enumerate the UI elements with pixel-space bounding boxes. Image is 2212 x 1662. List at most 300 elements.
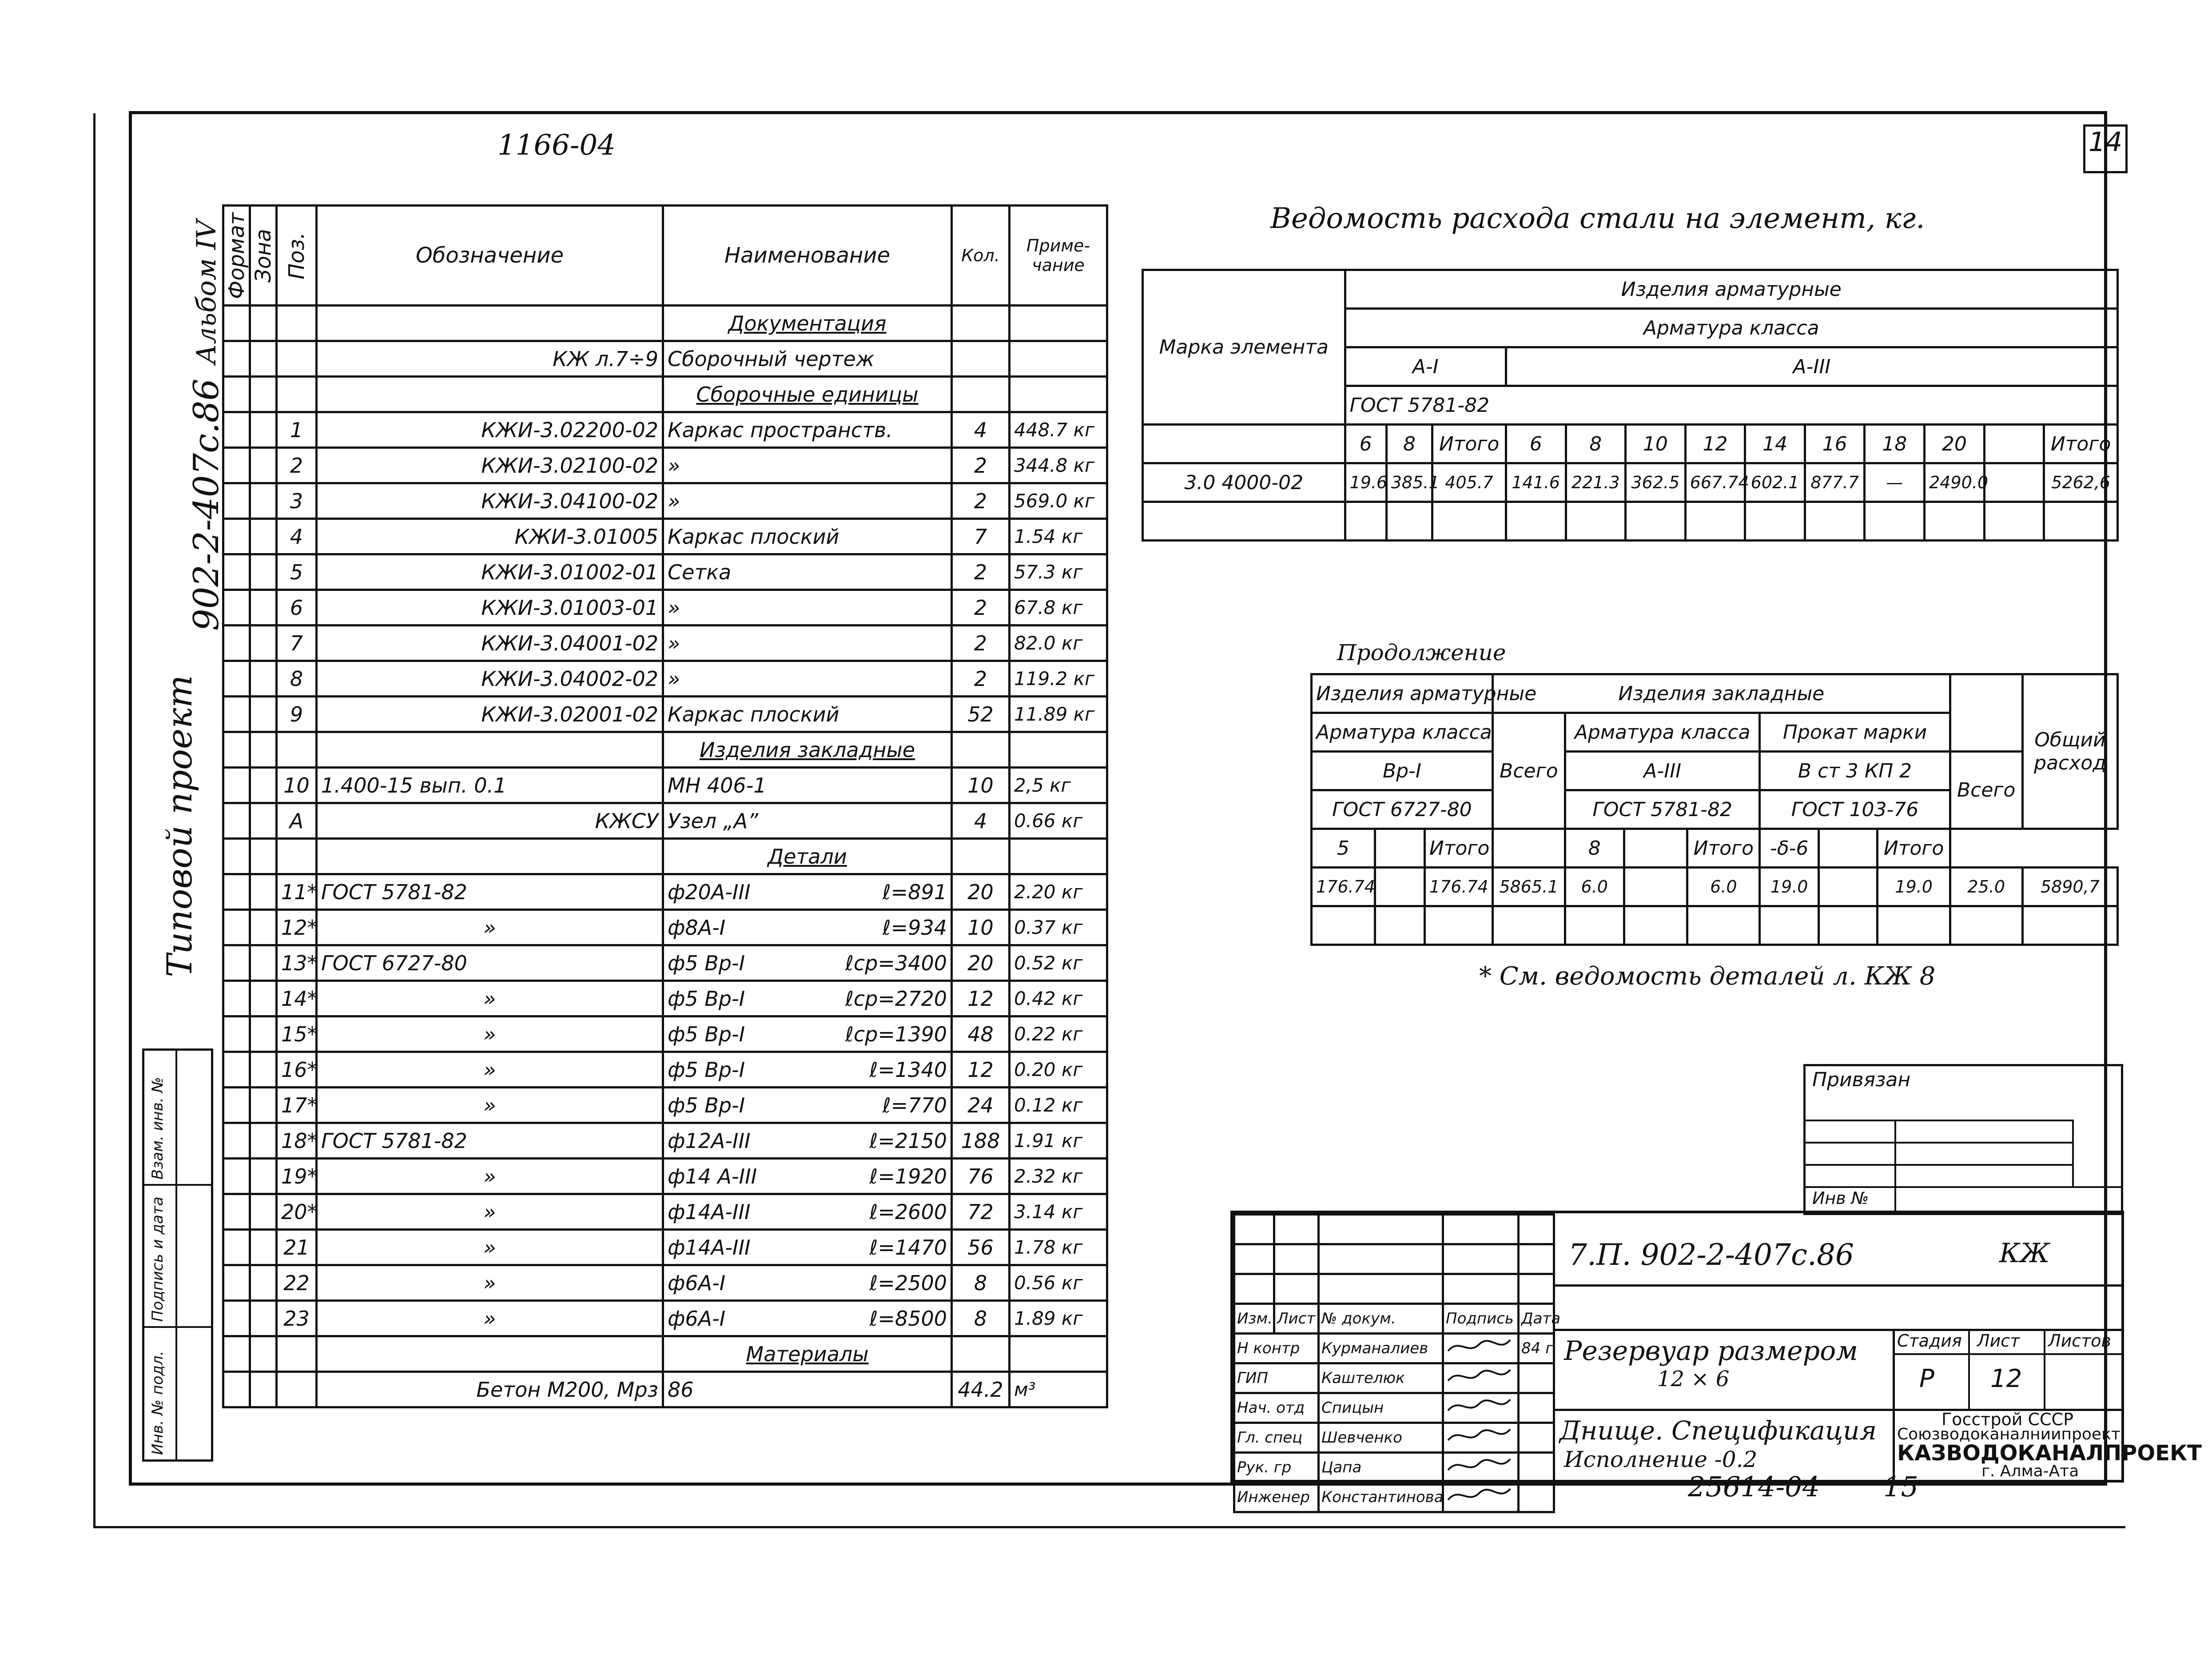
sheet-name: Днище. Спецификация [1560,1415,1877,1446]
format-cell [223,1301,250,1336]
cont-empty-cell [1375,906,1424,945]
spec-row [223,341,1107,377]
sign-date [1519,1363,1554,1393]
designation-cell: 1.400-15 вып. 0.1 [317,768,663,803]
bar-name: ф5 Вр-I [668,1093,745,1117]
signer-row [1234,1423,1554,1453]
sig-header-row [1234,1304,1554,1334]
steel-col-header: 6 [1506,425,1566,463]
class-a3-header: А-III [1506,347,2117,386]
spec-row [223,1016,1107,1052]
steel-value: 141.6 [1506,463,1566,502]
mark-header: Марка элемента [1143,270,1345,425]
cont-products-rebar: Изделия арматурные [1312,674,1493,713]
pos-cell: 12* [277,910,317,945]
change-cell [1274,1244,1319,1274]
format-cell [223,1123,250,1159]
change-row [1234,1274,1554,1304]
bar-name: ф8А-I [668,915,726,940]
cont-empty-cell [1565,906,1624,945]
zone-cell [250,697,277,732]
steel-value: 2490.0 [1925,463,1985,502]
steel-empty-cell [1506,502,1566,541]
zone-cell [250,377,277,412]
signature-grid [1233,1213,1561,1513]
pos-cell: 2 [277,448,317,483]
format-cell [223,412,250,448]
qty-cell: 2 [952,626,1010,661]
bar-length: ℓср=2720 [845,986,947,1011]
designation-cell: КЖИ-3.01005 [317,519,663,554]
cont-value: 176.74 [1312,868,1375,906]
note-cell: 2.20 кг [1010,874,1107,910]
sign-date [1519,1423,1554,1453]
pos-cell: 10 [277,768,317,803]
signer-row [1234,1393,1554,1423]
qty-cell: 8 [952,1265,1010,1301]
pos-cell: 19* [277,1159,317,1194]
spec-row [223,768,1107,803]
spec-row [223,1159,1107,1194]
change-cell [1443,1244,1519,1274]
name-cell [663,981,952,1016]
zone-cell [250,874,277,910]
note-cell: 0.42 кг [1010,981,1107,1016]
name-cell: » [663,590,952,626]
steel-value [1984,463,2044,502]
cont-gost-103: ГОСТ 103-76 [1760,790,1950,829]
bar-name: ф12А-III [668,1128,751,1153]
spec-row [223,1052,1107,1088]
name-cell: 86 [663,1372,952,1407]
bar-length: ℓ=8500 [869,1306,947,1331]
qty-cell [952,1336,1010,1372]
pos-cell [277,377,317,412]
steel-value: 877.7 [1805,463,1865,502]
cont-embed-class: Арматура класса [1565,713,1759,752]
note-cell: 1.91 кг [1010,1123,1107,1159]
designation-cell: ГОСТ 5781-82 [317,1123,663,1159]
col-name: Наименование [663,206,952,306]
steel-empty-cell [1143,502,1345,541]
bar-name: ф14А-III [668,1235,751,1259]
zone-cell [250,839,277,874]
format-cell [223,945,250,981]
designation-cell [317,306,663,341]
cont-value: 19.0 [1878,868,1950,906]
change-cell [1319,1244,1443,1274]
zone-cell [250,981,277,1016]
sign-date [1519,1453,1554,1483]
signer-name: Каштелюк [1319,1363,1443,1393]
format-cell [223,910,250,945]
spec-row [223,803,1107,839]
name-cell: Сетка [663,554,952,590]
name-cell: Каркас пространств. [663,412,952,448]
pos-cell: 16* [277,1052,317,1088]
zone-cell [250,626,277,661]
signer-name: Курманалиев [1319,1334,1443,1363]
signature-scribble [1446,1365,1512,1387]
zone-cell [250,1159,277,1194]
sheet-corner-number: 14 [2083,124,2128,173]
cont-col-header: Итого [1424,829,1492,868]
note-cell: 0.52 кг [1010,945,1107,981]
name-cell: » [663,626,952,661]
note-cell: 0.56 кг [1010,1265,1107,1301]
signer-row [1234,1453,1554,1483]
steel-empty-cell [1745,502,1805,541]
bar-length: ℓср=1390 [845,1022,947,1046]
qty-cell: 2 [952,554,1010,590]
zone-cell [250,1016,277,1052]
note-cell: 0.22 кг [1010,1016,1107,1052]
note-cell: 57.3 кг [1010,554,1107,590]
steel-empty-cell [1685,502,1745,541]
cont-value [1375,868,1424,906]
spec-row [223,483,1107,519]
sig-header: Изм. [1234,1304,1274,1334]
note-cell: 0.37 кг [1010,910,1107,945]
change-cell [1274,1215,1319,1244]
name-cell [663,874,952,910]
signer-name: Константинова [1319,1483,1443,1512]
pos-cell: 4 [277,519,317,554]
zone-cell [250,1123,277,1159]
spec-row [223,910,1107,945]
cont-col-header [1818,829,1878,868]
format-cell [223,448,250,483]
pos-cell: 23 [277,1301,317,1336]
cont-col-header [1492,829,1565,868]
qty-cell: 2 [952,661,1010,697]
change-cell [1519,1244,1554,1274]
steel-value: 5262,6 [2044,463,2118,502]
bar-length: ℓ=1470 [869,1235,947,1259]
note-cell: 1.89 кг [1010,1301,1107,1336]
spec-row [223,839,1107,874]
pos-cell [277,732,317,768]
zone-cell [250,554,277,590]
cont-gost-6727: ГОСТ 6727-80 [1312,790,1493,829]
bar-length: ℓ=891 [882,880,947,904]
note-cell: 344.8 кг [1010,448,1107,483]
designation-cell: КЖСУ [317,803,663,839]
signature-scribble [1446,1335,1512,1358]
title-code: 7.П. 902-2-407с.86 [1568,1238,1854,1272]
steel-value: 221.3 [1566,463,1626,502]
steel-col-header: 14 [1745,425,1805,463]
bar-length: ℓ=2500 [869,1271,947,1295]
signature-scribble [1446,1395,1512,1417]
steel-table-title: Ведомость расхода стали на элемент, кг. [1270,202,1925,235]
note-cell: 119.2 кг [1010,661,1107,697]
name-cell [663,910,952,945]
signature [1443,1423,1519,1453]
col-qty: Кол. [952,206,1010,306]
qty-cell: 188 [952,1123,1010,1159]
change-cell [1274,1274,1319,1304]
qty-cell: 2 [952,448,1010,483]
pos-cell: 7 [277,626,317,661]
spec-header-row [223,206,1107,306]
org-line4: г. Алма-Ата [1981,1462,2079,1480]
signer-row [1234,1334,1554,1363]
pos-cell [277,341,317,377]
tied-title: Привязан [1812,1068,1911,1091]
pos-cell: 13* [277,945,317,981]
signature [1443,1334,1519,1363]
bar-name: ф6А-I [668,1271,726,1295]
steel-row-mark: 3.0 4000-02 [1143,463,1345,502]
format-cell [223,1336,250,1372]
signer-role: Инженер [1234,1483,1319,1512]
format-cell [223,306,250,341]
signer-role: Нач. отд [1234,1393,1319,1423]
spec-row [223,981,1107,1016]
signer-name: Спицын [1319,1393,1443,1423]
zone-cell [250,448,277,483]
steel-empty-cell [1925,502,1985,541]
designation-cell [317,839,663,874]
pos-cell [277,306,317,341]
steel-value: 602.1 [1745,463,1805,502]
bar-name: ф14А-III [668,1200,751,1224]
order-number: 25614-04 [1688,1471,1820,1503]
name-cell: Детали [663,839,952,874]
qty-cell: 48 [952,1016,1010,1052]
signature [1443,1483,1519,1512]
cont-col-header: 5 [1312,829,1375,868]
cont-col-header: 8 [1565,829,1624,868]
format-cell [223,732,250,768]
col-note: Приме-чание [1010,206,1107,306]
zone-cell [250,483,277,519]
designation-cell: ГОСТ 6727-80 [317,945,663,981]
zone-cell [250,1372,277,1407]
pos-cell [277,839,317,874]
spec-row [223,1123,1107,1159]
format-cell [223,1194,250,1230]
sig-header: Лист [1274,1304,1319,1334]
qty-cell: 10 [952,768,1010,803]
zone-cell [250,803,277,839]
side-title: Типовой проект [160,675,200,977]
change-cell [1443,1274,1519,1304]
cont-value: 5865.1 [1492,868,1565,906]
col-zone: Зона [250,206,277,306]
change-row [1234,1244,1554,1274]
strip-label-sign: Подпись и дата [149,1196,167,1322]
format-cell [223,519,250,554]
left-binding-strip [142,1048,213,1462]
steel-col-header: 16 [1805,425,1865,463]
spec-row [223,1336,1107,1372]
note-cell [1010,732,1107,768]
bar-length: ℓ=934 [882,915,947,940]
steel-empty-cell [1566,502,1626,541]
cont-empty-cell [2022,906,2117,945]
cont-class-a3: А-III [1565,752,1759,790]
sig-header: Дата [1519,1304,1554,1334]
designation-cell: КЖИ-3.01003-01 [317,590,663,626]
format-cell [223,981,250,1016]
spec-row [223,1265,1107,1301]
cont-col-header: Итого [1687,829,1760,868]
signature-scribble [1446,1455,1512,1477]
designation-cell: КЖИ-3.04002-02 [317,661,663,697]
qty-cell: 52 [952,697,1010,732]
format-cell [223,626,250,661]
format-cell [223,483,250,519]
org-line2: Союзводоканалниипроект [1897,1425,2120,1443]
continuation-table [1310,673,2119,946]
steel-col-header: 8 [1566,425,1626,463]
spec-row [223,626,1107,661]
note-cell: 2.32 кг [1010,1159,1107,1194]
cont-col-header [1624,829,1687,868]
tied-inv: Инв № [1812,1188,1869,1208]
page-number: 15 [1883,1471,1918,1503]
bar-length: ℓ=770 [882,1093,947,1117]
name-cell: Узел „А” [663,803,952,839]
qty-cell: 7 [952,519,1010,554]
bar-name: ф5 Вр-I [668,986,745,1011]
designation-cell: КЖИ-3.02001-02 [317,697,663,732]
cont-empty-cell [1624,906,1687,945]
steel-empty-cell [1432,502,1506,541]
zone-cell [250,768,277,803]
qty-cell [952,732,1010,768]
bar-length: ℓ=2150 [869,1128,947,1153]
qty-cell: 10 [952,910,1010,945]
zone-cell [250,412,277,448]
qty-cell: 44.2 [952,1372,1010,1407]
cont-rolled-grade: Прокат марки [1760,713,1950,752]
designation-cell: » [317,910,663,945]
bar-length: ℓ=1920 [869,1164,947,1188]
name-cell: » [663,661,952,697]
designation-cell: » [317,1301,663,1336]
col-format: Формат [223,206,250,306]
object-line1: Резервуар размером [1564,1335,1858,1367]
spec-row [223,448,1107,483]
zone-cell [250,661,277,697]
signature [1443,1363,1519,1393]
pos-cell: 9 [277,697,317,732]
cont-value: 19.0 [1760,868,1819,906]
steel-col-header [1984,425,2044,463]
spec-row [223,945,1107,981]
side-album: Альбом IV [191,220,222,364]
products-header: Изделия арматурные [1345,270,2117,309]
zone-cell [250,519,277,554]
qty-cell: 4 [952,412,1010,448]
qty-cell: 76 [952,1159,1010,1194]
designation-cell: » [317,1265,663,1301]
cont-value: 5890,7 [2022,868,2117,906]
bar-name: ф5 Вр-I [668,951,745,975]
designation-cell: КЖИ-3.02200-02 [317,412,663,448]
qty-cell [952,341,1010,377]
steel-col-header: 20 [1925,425,1985,463]
name-cell: Каркас плоский [663,697,952,732]
spec-row [223,1230,1107,1265]
note-cell: 3.14 кг [1010,1194,1107,1230]
steel-value: 667.74 [1685,463,1745,502]
spec-row [223,1372,1107,1407]
top-doc-number: 1166-04 [497,129,616,162]
cont-empty-cell [1878,906,1950,945]
cont-empty-cell [1424,906,1492,945]
name-cell [663,1159,952,1194]
sheet-label: Лист [1977,1331,2020,1351]
zone-cell [250,732,277,768]
name-cell: Сборочный чертеж [663,341,952,377]
format-cell [223,1372,250,1407]
change-cell [1519,1274,1554,1304]
pos-cell: 14* [277,981,317,1016]
zone-cell [250,1052,277,1088]
name-cell: Документация [663,306,952,341]
name-cell: » [663,448,952,483]
designation-cell: » [317,1052,663,1088]
cont-col-header: Итого [1878,829,1950,868]
note-cell: 67.8 кг [1010,590,1107,626]
name-cell [663,1088,952,1123]
steel-col-header: 8 [1386,425,1432,463]
format-cell [223,1088,250,1123]
cont-empty-cell [1760,906,1819,945]
signer-row [1234,1363,1554,1393]
cont-col-header [1375,829,1424,868]
cont-rebar-class: Арматура класса [1312,713,1493,752]
steel-empty-cell [1386,502,1432,541]
spec-row [223,1301,1107,1336]
note-cell [1010,1336,1107,1372]
designation-cell: КЖИ-3.02100-02 [317,448,663,483]
rebar-class-header: Арматура класса [1345,309,2117,347]
designation-cell: КЖИ-3.04001-02 [317,626,663,661]
designation-cell: КЖИ-3.04100-02 [317,483,663,519]
format-cell [223,768,250,803]
cont-col-header: -δ-6 [1760,829,1819,868]
name-cell [663,1265,952,1301]
org-line3: КАЗВОДОКАНАЛПРОЕКТ [1897,1441,2202,1466]
cont-value: 176.74 [1424,868,1492,906]
gost-header: ГОСТ 5781-82 [1345,386,2117,425]
pos-cell: 8 [277,661,317,697]
spec-row [223,412,1107,448]
qty-cell: 20 [952,945,1010,981]
pos-cell: 11* [277,874,317,910]
continuation-title: Продолжение [1337,640,1506,666]
pos-cell: 5 [277,554,317,590]
note-cell: 2,5 кг [1010,768,1107,803]
format-cell [223,1230,250,1265]
name-cell [663,1301,952,1336]
note-cell [1010,306,1107,341]
sheets-label: Листов [2048,1331,2111,1351]
cont-total-1: Всего [1492,713,1565,829]
variant: Исполнение -0.2 [1564,1447,1758,1472]
qty-cell [952,839,1010,874]
name-cell: Материалы [663,1336,952,1372]
bar-name: ф20А-III [668,880,751,904]
spec-row [223,1088,1107,1123]
signature-scribble [1446,1425,1512,1447]
designation-cell [317,377,663,412]
